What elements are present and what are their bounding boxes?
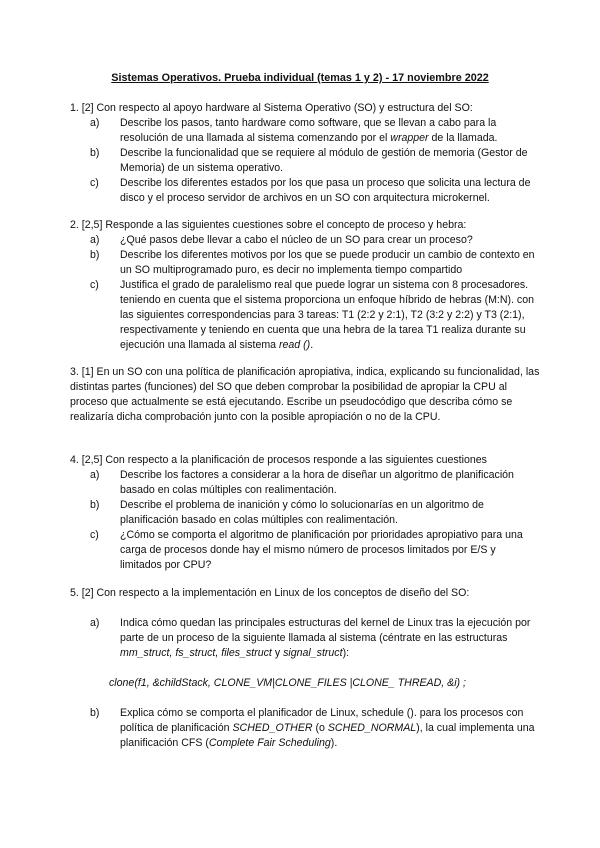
item-label: a) bbox=[90, 234, 100, 246]
question-5b-text-end: ). bbox=[330, 737, 338, 749]
question-1a bbox=[70, 116, 540, 146]
question-5a-text: Indica cómo quedan las principales estructuras del kernel de Linux tras la ejecución por parte de un proceso de la siguiente llamada al sistema (céntrate en las estructuras bbox=[120, 617, 531, 644]
question-2c bbox=[70, 278, 540, 353]
question-1b-text: Describe la funcionalidad que se requiere al módulo de gestión de memoria (Gestor de Memoria) de un sistema operativo. bbox=[120, 147, 528, 174]
question-2c-emphasis: read () bbox=[279, 339, 311, 351]
item-label: b) bbox=[90, 707, 100, 719]
item-label: b) bbox=[90, 249, 100, 261]
clone-call-code: clone(f1, &childStack, CLONE_VM|CLONE_FILES |CLONE_ THREAD, &i) ; bbox=[109, 677, 466, 689]
question-1-heading: 1. [2] Con respecto al apoyo hardware al Sistema Operativo (SO) y estructura del SO: bbox=[70, 102, 473, 114]
question-2a bbox=[70, 233, 540, 248]
item-label: b) bbox=[90, 499, 100, 511]
question-5b-emphasis-3: Complete Fair Scheduling bbox=[208, 737, 331, 749]
question-2c-text-end: . bbox=[310, 339, 314, 351]
question-5b bbox=[70, 706, 540, 751]
question-4c-text: ¿Cómo se comporta el algoritmo de planificación por prioridades apropiativo para una carga de procesos donde hay el mismo número de procesos limitados por E/S y limitados por CPU? bbox=[120, 529, 523, 571]
question-1c bbox=[70, 176, 540, 206]
item-label: a) bbox=[90, 117, 100, 129]
question-2b bbox=[70, 248, 540, 278]
question-4b-text: Describe el problema de inanición y cómo lo solucionarías en un algoritmo de planificación basado en colas múltiples con realimentación. bbox=[120, 499, 484, 526]
question-5a-text-mid: y bbox=[271, 647, 284, 659]
item-label: c) bbox=[90, 529, 99, 541]
question-2b-text: Describe los diferentes motivos por los que se puede producir un cambio de contexto en un SO multiprogramado puro, es decir no implementa tiempo compartido bbox=[120, 249, 535, 276]
question-2-heading: 2. [2,5] Responde a las siguientes cuestiones sobre el concepto de proceso y hebra: bbox=[70, 219, 467, 231]
question-4a bbox=[70, 468, 540, 498]
question-5b-emphasis-2: SCHED_NORMAL bbox=[327, 722, 417, 734]
question-5a bbox=[70, 616, 540, 661]
question-5 bbox=[70, 586, 540, 751]
question-1c-text: Describe los diferentes estados por los que pasa un proceso que solicita una lectura de disco y el proceso servidor de archivos en un SO con arquitectura microkernel. bbox=[120, 177, 531, 204]
question-2c-text: Justifica el grado de paralelismo real que puede lograr un sistema con 8 procesadores. teniendo en cuenta que el sistema proporciona un enfoque híbrido de hebras (M:N). con las siguientes correspondencias para 3 tareas: T1 (2:2 y 2:1), T2 (3:2 y 2:2) y T3 (2:1), respectivamente y teniendo en cuenta que una hebra de la tarea T1 realiza durante su ejecución una llamada al sistema bbox=[120, 279, 535, 351]
question-5a-emphasis-1: mm_struct, fs_struct, files_struct bbox=[120, 647, 272, 659]
question-5b-emphasis-1: SCHED_OTHER bbox=[232, 722, 313, 734]
question-3 bbox=[70, 365, 540, 425]
question-1 bbox=[70, 101, 540, 206]
item-label: c) bbox=[90, 279, 99, 291]
question-4c bbox=[70, 528, 540, 573]
question-1a-text-end: de la llamada. bbox=[428, 132, 498, 144]
question-5b-text-mid-2: ), la cual implementa una planificación CFS ( bbox=[120, 722, 535, 749]
item-label: c) bbox=[90, 177, 99, 189]
question-2a-text: ¿Qué pasos debe llevar a cabo el núcleo de un SO para crear un proceso? bbox=[120, 234, 473, 246]
item-label: a) bbox=[90, 469, 100, 481]
item-label: a) bbox=[90, 617, 100, 629]
question-5b-text-mid-1: (o bbox=[312, 722, 328, 734]
question-5a-text-end: ): bbox=[342, 647, 350, 659]
question-4b bbox=[70, 498, 540, 528]
question-4a-text: Describe los factores a considerar a la hora de diseñar un algoritmo de planificación basado en colas múltiples con realimentación. bbox=[120, 469, 514, 496]
item-label: b) bbox=[90, 147, 100, 159]
question-1b bbox=[70, 146, 540, 176]
question-1a-text: Describe los pasos, tanto hardware como software, que se llevan a cabo para la resolución de una llamada al sistema comenzando por el bbox=[120, 117, 497, 144]
question-3-text: 3. [1] En un SO con una política de planificación apropiativa, indica, explicando su funcionalidad, las distintas partes (funciones) del SO que deben comprobar la posibilidad de apropiar la CPU al proceso que actualmente se está ejecutando. Escribe un pseudocódigo que describa cómo se realizaría dicha comprobación junto con la posible apropiación o no de la CPU. bbox=[70, 366, 540, 423]
question-5a-emphasis-2: signal_struct bbox=[283, 647, 343, 659]
question-5-heading: 5. [2] Con respecto a la implementación en Linux de los conceptos de diseño del SO: bbox=[70, 587, 470, 599]
question-1a-emphasis: wrapper bbox=[390, 132, 429, 144]
question-4-heading: 4. [2,5] Con respecto a la planificación de procesos responde a las siguientes cuestiones bbox=[70, 454, 487, 466]
exam-title: Sistemas Operativos. Prueba individual (temas 1 y 2) - 17 noviembre 2022 bbox=[111, 72, 489, 84]
question-5b-text: Explica cómo se comporta el planificador de Linux, schedule (). para los procesos con política de planificación bbox=[120, 707, 524, 734]
question-4 bbox=[70, 453, 540, 573]
question-2 bbox=[70, 218, 540, 353]
